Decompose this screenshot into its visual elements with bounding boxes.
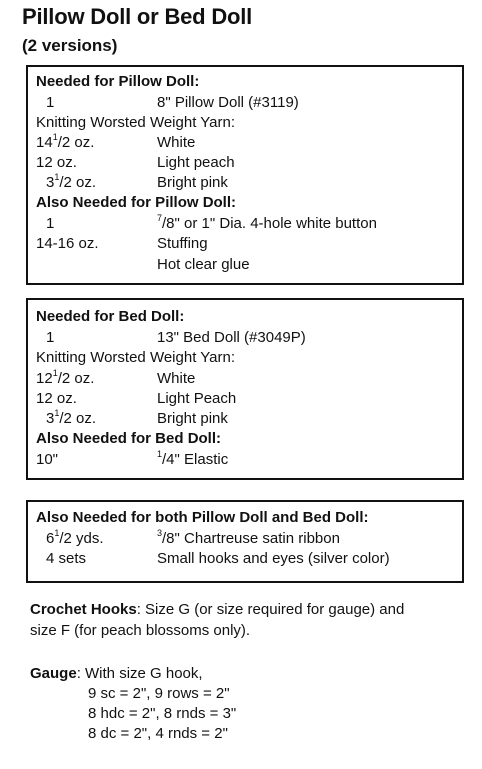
bed-yarn3-qty — [46, 409, 96, 429]
bed-heading: Needed for Bed Doll: — [36, 308, 185, 325]
qty-whole: 14 — [36, 134, 53, 151]
qty-frac-num: 1 — [54, 172, 60, 182]
qty-frac-num: 1 — [52, 368, 58, 378]
pillow-yarn3-qty — [46, 173, 96, 193]
pillow-yarn-heading: Knitting Worsted Weight Yarn: — [36, 114, 235, 131]
crochet-hooks-line2: size F (for peach blossoms only). — [30, 622, 251, 639]
frac-num: 1 — [157, 449, 163, 459]
pillow-yarn2-qty: 12 oz. — [36, 154, 77, 171]
pillow-doll-materials-box — [26, 65, 464, 285]
pillow-also1-desc — [157, 214, 377, 234]
qty-whole: 3 — [46, 410, 55, 427]
bed-item1-desc: 13" Bed Doll (#3049P) — [157, 329, 306, 346]
bed-yarn2-qty: 12 oz. — [36, 390, 77, 407]
qty-frac-num: 1 — [54, 408, 60, 418]
qty-frac-num: 1 — [54, 528, 60, 538]
pillow-also2-desc: Stuffing — [157, 235, 208, 252]
crochet-hooks-label: Crochet Hooks — [30, 601, 137, 618]
bed-item1-qty: 1 — [46, 329, 55, 346]
pillow-yarn1-desc: White — [157, 134, 196, 151]
pillow-item1-desc: 8" Pillow Doll (#3119) — [157, 94, 299, 111]
desc-text: /8" or 1" Dia. 4-hole white button — [162, 215, 377, 232]
both-item2-qty: 4 sets — [46, 550, 87, 567]
gauge-label: Gauge — [30, 665, 77, 682]
pillow-yarn1-qty — [36, 133, 94, 153]
qty-whole: 3 — [46, 174, 55, 191]
gauge-line1 — [30, 664, 203, 684]
crochet-hooks-text: : Size G (or size required for gauge) and — [136, 601, 405, 618]
pillow-yarn3-desc: Bright pink — [157, 174, 228, 191]
page-title: Pillow Doll or Bed Doll — [22, 4, 253, 29]
bed-also-heading: Also Needed for Bed Doll: — [36, 430, 222, 447]
shared-materials-box — [26, 500, 464, 583]
gauge-dc-line: 8 dc = 2", 4 rnds = 2" — [88, 725, 228, 742]
qty-frac-den: /2 oz. — [57, 134, 95, 151]
bed-yarn-heading: Knitting Worsted Weight Yarn: — [36, 349, 235, 366]
pillow-also3-desc: Hot clear glue — [157, 256, 250, 273]
bed-also1-qty: 10" — [36, 451, 59, 468]
qty-frac-den: /2 oz. — [59, 174, 97, 191]
desc-text: /8" Chartreuse satin ribbon — [162, 530, 340, 547]
bed-yarn1-desc: White — [157, 370, 196, 387]
gauge-sc-line: 9 sc = 2", 9 rows = 2" — [88, 685, 230, 702]
bed-yarn3-desc: Bright pink — [157, 410, 228, 427]
pillow-heading: Needed for Pillow Doll: — [36, 73, 200, 90]
both-heading: Also Needed for both Pillow Doll and Bed Doll: — [36, 509, 369, 526]
bed-yarn1-qty — [36, 369, 94, 389]
both-item1-qty — [46, 529, 104, 549]
qty-whole: 12 — [36, 370, 53, 387]
frac-num: 7 — [157, 213, 163, 223]
bed-also1-desc — [157, 450, 228, 470]
gauge-text: : With size G hook, — [76, 665, 203, 682]
pillow-also-heading: Also Needed for Pillow Doll: — [36, 194, 237, 211]
gauge-hdc-line: 8 hdc = 2", 8 rnds = 3" — [88, 705, 237, 722]
pillow-yarn2-desc: Light peach — [157, 154, 235, 171]
qty-frac-den: /2 oz. — [59, 410, 97, 427]
qty-whole: 6 — [46, 530, 55, 547]
pillow-also2-qty: 14-16 oz. — [36, 235, 99, 252]
page-subtitle: (2 versions) — [22, 36, 118, 55]
bed-yarn2-desc: Light Peach — [157, 390, 237, 407]
pillow-also1-qty: 1 — [46, 215, 55, 232]
both-item1-desc — [157, 529, 340, 549]
both-item2-desc: Small hooks and eyes (silver color) — [157, 550, 390, 567]
frac-num: 3 — [157, 528, 163, 538]
qty-frac-den: /2 oz. — [57, 370, 95, 387]
qty-frac-num: 1 — [52, 132, 58, 142]
desc-text: /4" Elastic — [162, 451, 229, 468]
bed-doll-materials-box — [26, 298, 464, 480]
crochet-hooks-line1 — [30, 600, 404, 620]
pillow-item1-qty: 1 — [46, 94, 55, 111]
qty-frac-den: /2 yds. — [59, 530, 104, 547]
